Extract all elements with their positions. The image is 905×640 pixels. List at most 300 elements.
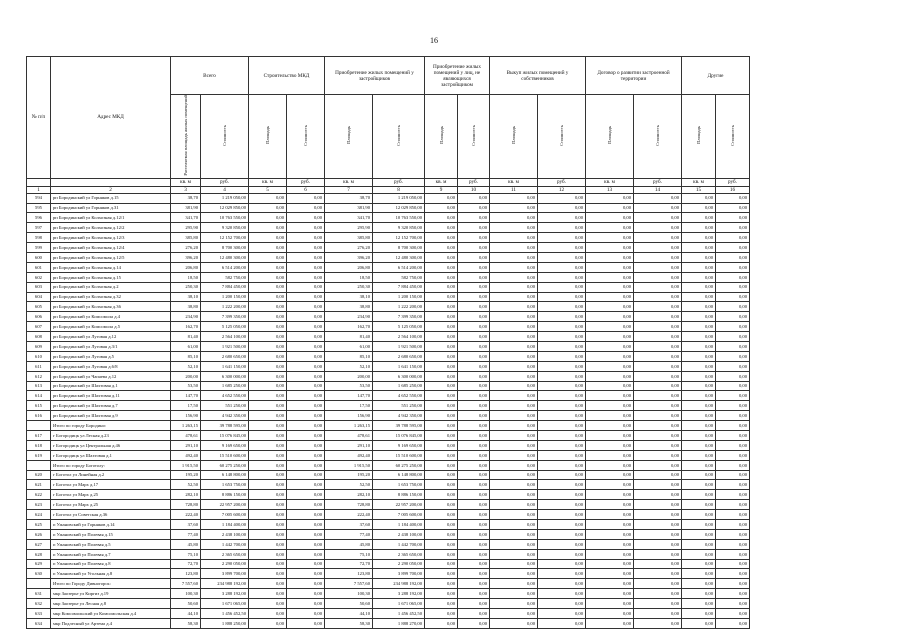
table-row (27, 490, 750, 500)
purchase-dev-cost-cell: 7 884 450,00 (373, 282, 425, 292)
row-number: 624 (27, 510, 51, 520)
subheader-cost: Стоимость (201, 95, 249, 179)
construction-cost-cell: 0,00 (287, 252, 325, 262)
zero-value-cell: 0,00 (716, 529, 750, 539)
zero-value-cell: 0,00 (682, 252, 716, 262)
zero-value-cell: 0,00 (458, 322, 490, 332)
table-row (27, 480, 750, 490)
zero-value-cell: 0,00 (634, 322, 682, 332)
purchase-dev-cost-cell: 5 125 050,00 (373, 322, 425, 332)
zero-value-cell: 0,00 (682, 539, 716, 549)
subtotal-row (27, 460, 750, 470)
zero-value-cell: 0,00 (425, 529, 458, 539)
zero-value-cell: 0,00 (586, 302, 634, 312)
zero-value-cell: 0,00 (458, 411, 490, 421)
column-number: 5 (249, 186, 287, 193)
total-cost-cell: 8 700 300,00 (201, 243, 249, 253)
zero-value-cell: 0,00 (425, 223, 458, 233)
zero-value-cell: 0,00 (634, 510, 682, 520)
total-cost-cell: 2 564 100,00 (201, 332, 249, 342)
zero-value-cell: 0,00 (586, 322, 634, 332)
purchase-dev-cost-cell: 1 456 452,50 (373, 609, 425, 619)
construction-cost-cell: 0,00 (287, 470, 325, 480)
zero-value-cell: 0,00 (586, 520, 634, 530)
zero-value-cell: 0,00 (634, 411, 682, 421)
purchase-dev-area-cell: 17,50 (325, 401, 373, 411)
table-body (27, 193, 750, 628)
address-cell: рп Бородинский ул Комсомола д.5 (51, 322, 171, 332)
row-number: 621 (27, 480, 51, 490)
zero-value-cell: 0,00 (634, 431, 682, 441)
construction-area-cell: 0,00 (249, 252, 287, 262)
zero-value-cell: 0,00 (634, 252, 682, 262)
zero-value-cell: 0,00 (586, 361, 634, 371)
zero-value-cell: 0,00 (458, 510, 490, 520)
zero-value-cell: 0,00 (716, 569, 750, 579)
zero-value-cell: 0,00 (682, 520, 716, 530)
address-cell: рп Бородинский ул Горняков д.31 (51, 203, 171, 213)
purchase-dev-area-cell: 1 263,15 (325, 421, 373, 431)
purchase-dev-cost-cell: 1 184 400,00 (373, 520, 425, 530)
zero-value-cell: 0,00 (586, 460, 634, 470)
zero-value-cell: 0,00 (586, 440, 634, 450)
zero-value-cell: 0,00 (586, 569, 634, 579)
zero-value-cell: 0,00 (586, 213, 634, 223)
zero-value-cell: 0,00 (682, 272, 716, 282)
construction-cost-cell: 0,00 (287, 302, 325, 312)
column-number: 2 (51, 186, 171, 193)
zero-value-cell: 0,00 (490, 381, 538, 391)
construction-cost-cell: 0,00 (287, 361, 325, 371)
subheader-cost: Стоимость (538, 95, 586, 179)
zero-value-cell: 0,00 (682, 559, 716, 569)
purchase-dev-cost-cell: 1 653 750,00 (373, 480, 425, 490)
zero-value-cell: 0,00 (716, 401, 750, 411)
zero-value-cell: 0,00 (716, 262, 750, 272)
address-cell: г Боготол ул Советская д.36 (51, 510, 171, 520)
total-area-cell: 385,80 (171, 233, 201, 243)
purchase-dev-area-cell: 282,10 (325, 490, 373, 500)
header-construction: Строительство МКД (249, 57, 325, 95)
total-cost-cell: 6 514 200,00 (201, 262, 249, 272)
construction-area-cell: 0,00 (249, 282, 287, 292)
zero-value-cell: 0,00 (716, 510, 750, 520)
zero-value-cell: 0,00 (716, 213, 750, 223)
zero-value-cell: 0,00 (538, 411, 586, 421)
zero-value-cell: 0,00 (586, 579, 634, 589)
total-cost-cell: 2 438 100,00 (201, 529, 249, 539)
zero-value-cell: 0,00 (490, 609, 538, 619)
column-number: 7 (325, 186, 373, 193)
zero-value-cell: 0,00 (634, 361, 682, 371)
row-number: 611 (27, 361, 51, 371)
zero-value-cell: 0,00 (586, 480, 634, 490)
zero-value-cell: 0,00 (458, 381, 490, 391)
purchase-dev-cost-cell: 1 888 270,00 (373, 618, 425, 628)
zero-value-cell: 0,00 (458, 252, 490, 262)
zero-value-cell: 0,00 (490, 559, 538, 569)
row-number: 625 (27, 520, 51, 530)
construction-cost-cell: 0,00 (287, 233, 325, 243)
purchase-dev-area-cell: 77,40 (325, 529, 373, 539)
address-cell: г Боготол ул Линейная д.2 (51, 470, 171, 480)
address-cell: п Ужановский ул Полевая д.8 (51, 559, 171, 569)
total-cost-cell: 3 288 192,00 (201, 589, 249, 599)
construction-area-cell: 0,00 (249, 579, 287, 589)
address-cell: Итого по Городу Дивногорск: (51, 579, 171, 589)
total-cost-cell: 1 219 050,00 (201, 193, 249, 203)
purchase-dev-cost-cell: 8 886 150,00 (373, 490, 425, 500)
purchase-dev-cost-cell: 1 200 150,00 (373, 292, 425, 302)
construction-area-cell: 0,00 (249, 371, 287, 381)
address-cell: г Богородицк ул Центральная д.46 (51, 440, 171, 450)
construction-cost-cell: 0,00 (287, 520, 325, 530)
purchase-dev-cost-cell: 7 399 350,00 (373, 312, 425, 322)
zero-value-cell: 0,00 (538, 450, 586, 460)
construction-area-cell: 0,00 (249, 539, 287, 549)
purchase-dev-cost-cell: 9 169 650,00 (373, 440, 425, 450)
zero-value-cell: 0,00 (425, 421, 458, 431)
zero-value-cell: 0,00 (425, 361, 458, 371)
zero-value-cell: 0,00 (682, 213, 716, 223)
zero-value-cell: 0,00 (458, 589, 490, 599)
zero-value-cell: 0,00 (458, 391, 490, 401)
zero-value-cell: 0,00 (682, 579, 716, 589)
construction-cost-cell: 0,00 (287, 193, 325, 203)
column-number: 6 (287, 186, 325, 193)
zero-value-cell: 0,00 (458, 272, 490, 282)
zero-value-cell: 0,00 (490, 440, 538, 450)
zero-value-cell: 0,00 (458, 361, 490, 371)
zero-value-cell: 0,00 (425, 262, 458, 272)
construction-area-cell: 0,00 (249, 322, 287, 332)
construction-area-cell: 0,00 (249, 421, 287, 431)
construction-area-cell: 0,00 (249, 411, 287, 421)
zero-value-cell: 0,00 (682, 470, 716, 480)
zero-value-cell: 0,00 (458, 490, 490, 500)
zero-value-cell: 0,00 (458, 520, 490, 530)
zero-value-cell: 0,00 (425, 391, 458, 401)
construction-cost-cell: 0,00 (287, 440, 325, 450)
construction-cost-cell: 0,00 (287, 401, 325, 411)
purchase-dev-cost-cell: 1 685 250,00 (373, 381, 425, 391)
zero-value-cell: 0,00 (682, 500, 716, 510)
purchase-dev-cost-cell: 1 222 200,00 (373, 302, 425, 312)
address-cell: мкр Подлесный ул Артема д.4 (51, 618, 171, 628)
construction-area-cell: 0,00 (249, 559, 287, 569)
zero-value-cell: 0,00 (682, 262, 716, 272)
total-cost-cell: 234 988 192,00 (201, 579, 249, 589)
row-number: 620 (27, 470, 51, 480)
total-area-cell: 58,30 (171, 618, 201, 628)
unit-area: кв. м (425, 178, 458, 186)
construction-area-cell: 0,00 (249, 302, 287, 312)
total-area-cell: 72,70 (171, 559, 201, 569)
address-cell: п Ужановский ул Горняков д.14 (51, 520, 171, 530)
zero-value-cell: 0,00 (634, 371, 682, 381)
purchase-dev-area-cell: 50,60 (325, 599, 373, 609)
address-cell: рп Бородинский ул Горняков д.15 (51, 193, 171, 203)
address-cell: рп Бородинский ул Колхозная д.15 (51, 272, 171, 282)
zero-value-cell: 0,00 (586, 371, 634, 381)
table-row (27, 381, 750, 391)
zero-value-cell: 0,00 (716, 332, 750, 342)
zero-value-cell: 0,00 (538, 589, 586, 599)
zero-value-cell: 0,00 (458, 292, 490, 302)
zero-value-cell: 0,00 (586, 193, 634, 203)
purchase-dev-area-cell: 162,70 (325, 322, 373, 332)
purchase-dev-area-cell: 81,40 (325, 332, 373, 342)
purchase-dev-cost-cell: 6 300 000,00 (373, 371, 425, 381)
table-row (27, 559, 750, 569)
zero-value-cell: 0,00 (458, 312, 490, 322)
construction-cost-cell: 0,00 (287, 559, 325, 569)
address-cell: рп Бородинский ул Колхозная д.12/5 (51, 252, 171, 262)
unit-rub: руб. (538, 178, 586, 186)
table-row (27, 302, 750, 312)
zero-value-cell: 0,00 (458, 539, 490, 549)
zero-value-cell: 0,00 (538, 470, 586, 480)
zero-value-cell: 0,00 (458, 559, 490, 569)
zero-value-cell: 0,00 (586, 529, 634, 539)
zero-value-cell: 0,00 (538, 302, 586, 312)
zero-value-cell: 0,00 (490, 599, 538, 609)
zero-value-cell: 0,00 (490, 361, 538, 371)
zero-value-cell: 0,00 (458, 203, 490, 213)
column-number: 10 (458, 186, 490, 193)
total-area-cell: 52,50 (171, 480, 201, 490)
address-cell: п Ужановский ул Полевая д.5 (51, 539, 171, 549)
construction-area-cell: 0,00 (249, 589, 287, 599)
zero-value-cell: 0,00 (716, 480, 750, 490)
construction-cost-cell: 0,00 (287, 411, 325, 421)
zero-value-cell: 0,00 (458, 500, 490, 510)
zero-value-cell: 0,00 (458, 460, 490, 470)
row-number: 633 (27, 609, 51, 619)
table-row (27, 609, 750, 619)
zero-value-cell: 0,00 (682, 223, 716, 233)
subheader-cost: Стоимость (634, 95, 682, 179)
total-area-cell: 18,50 (171, 272, 201, 282)
zero-value-cell: 0,00 (586, 500, 634, 510)
zero-value-cell: 0,00 (458, 213, 490, 223)
zero-value-cell: 0,00 (425, 431, 458, 441)
zero-value-cell: 0,00 (586, 262, 634, 272)
construction-area-cell: 0,00 (249, 341, 287, 351)
column-number: 1 (27, 186, 51, 193)
zero-value-cell: 0,00 (538, 361, 586, 371)
purchase-dev-area-cell: 276,20 (325, 243, 373, 253)
zero-value-cell: 0,00 (682, 203, 716, 213)
total-area-cell: 147,70 (171, 391, 201, 401)
table-row (27, 203, 750, 213)
purchase-dev-cost-cell: 2 438 100,00 (373, 529, 425, 539)
zero-value-cell: 0,00 (538, 282, 586, 292)
zero-value-cell: 0,00 (634, 559, 682, 569)
purchase-dev-area-cell: 61,00 (325, 341, 373, 351)
unit-rub: руб. (373, 178, 425, 186)
zero-value-cell: 0,00 (425, 618, 458, 628)
header-purchase-owners: Выкуп жилых помещений у собственников (490, 57, 586, 95)
zero-value-cell: 0,00 (538, 421, 586, 431)
address-cell: г Боготол ул Марх д.25 (51, 490, 171, 500)
zero-value-cell: 0,00 (490, 431, 538, 441)
total-cost-cell: 2 365 650,00 (201, 549, 249, 559)
total-area-cell: 396,20 (171, 252, 201, 262)
unit-area: кв. м (682, 178, 716, 186)
total-cost-cell: 1 671 065,00 (201, 599, 249, 609)
purchase-dev-cost-cell: 1 641 150,00 (373, 361, 425, 371)
construction-area-cell: 0,00 (249, 480, 287, 490)
zero-value-cell: 0,00 (425, 302, 458, 312)
zero-value-cell: 0,00 (634, 421, 682, 431)
construction-cost-cell: 0,00 (287, 243, 325, 253)
zero-value-cell: 0,00 (586, 381, 634, 391)
total-area-cell: 1 263,15 (171, 421, 201, 431)
purchase-dev-cost-cell: 1 671 065,00 (373, 599, 425, 609)
zero-value-cell: 0,00 (538, 272, 586, 282)
zero-value-cell: 0,00 (716, 341, 750, 351)
zero-value-cell: 0,00 (586, 203, 634, 213)
zero-value-cell: 0,00 (634, 450, 682, 460)
zero-value-cell: 0,00 (425, 510, 458, 520)
zero-value-cell: 0,00 (538, 431, 586, 441)
purchase-dev-cost-cell: 234 988 192,00 (373, 579, 425, 589)
zero-value-cell: 0,00 (716, 252, 750, 262)
total-cost-cell: 39 788 595,00 (201, 421, 249, 431)
purchase-dev-area-cell: 123,80 (325, 569, 373, 579)
zero-value-cell: 0,00 (634, 549, 682, 559)
purchase-dev-cost-cell: 12 029 850,00 (373, 203, 425, 213)
row-number: 613 (27, 381, 51, 391)
total-area-cell: 728,80 (171, 500, 201, 510)
zero-value-cell: 0,00 (490, 252, 538, 262)
zero-value-cell: 0,00 (490, 490, 538, 500)
purchase-dev-cost-cell: 4 652 550,00 (373, 391, 425, 401)
address-cell: п Ужановский ул Угольная д.8 (51, 569, 171, 579)
total-area-cell: 222,40 (171, 510, 201, 520)
zero-value-cell: 0,00 (716, 490, 750, 500)
zero-value-cell: 0,00 (682, 480, 716, 490)
zero-value-cell: 0,00 (682, 381, 716, 391)
zero-value-cell: 0,00 (716, 431, 750, 441)
zero-value-cell: 0,00 (682, 618, 716, 628)
zero-value-cell: 0,00 (490, 312, 538, 322)
purchase-dev-area-cell: 52,50 (325, 480, 373, 490)
construction-area-cell: 0,00 (249, 351, 287, 361)
construction-area-cell: 0,00 (249, 470, 287, 480)
table-row (27, 569, 750, 579)
zero-value-cell: 0,00 (538, 480, 586, 490)
zero-value-cell: 0,00 (716, 312, 750, 322)
total-cost-cell: 5 125 050,00 (201, 322, 249, 332)
purchase-dev-area-cell: 85,10 (325, 351, 373, 361)
purchase-dev-area-cell: 341,70 (325, 213, 373, 223)
row-number: 603 (27, 282, 51, 292)
construction-cost-cell: 0,00 (287, 391, 325, 401)
table-row (27, 252, 750, 262)
zero-value-cell: 0,00 (458, 332, 490, 342)
zero-value-cell: 0,00 (490, 292, 538, 302)
zero-value-cell: 0,00 (716, 381, 750, 391)
table-row (27, 213, 750, 223)
zero-value-cell: 0,00 (538, 203, 586, 213)
purchase-dev-cost-cell: 10 763 550,00 (373, 213, 425, 223)
total-area-cell: 295,90 (171, 223, 201, 233)
total-cost-cell: 12 152 700,00 (201, 233, 249, 243)
address-cell: Итого по городу Бородино: (51, 421, 171, 431)
zero-value-cell: 0,00 (490, 480, 538, 490)
total-area-cell: 100,30 (171, 589, 201, 599)
zero-value-cell: 0,00 (538, 520, 586, 530)
purchase-dev-area-cell: 156,90 (325, 411, 373, 421)
zero-value-cell: 0,00 (490, 569, 538, 579)
zero-value-cell: 0,00 (458, 618, 490, 628)
zero-value-cell: 0,00 (490, 450, 538, 460)
subheader-area: Площадь (682, 95, 716, 179)
zero-value-cell: 0,00 (682, 569, 716, 579)
zero-value-cell: 0,00 (716, 411, 750, 421)
zero-value-cell: 0,00 (716, 272, 750, 282)
zero-value-cell: 0,00 (716, 589, 750, 599)
purchase-dev-area-cell: 195,20 (325, 470, 373, 480)
zero-value-cell: 0,00 (425, 569, 458, 579)
zero-value-cell: 0,00 (425, 401, 458, 411)
address-cell: мкр Комсомольский ул Комсомольская д.4 (51, 609, 171, 619)
zero-value-cell: 0,00 (682, 431, 716, 441)
construction-cost-cell: 0,00 (287, 599, 325, 609)
zero-value-cell: 0,00 (425, 351, 458, 361)
row-number: 607 (27, 322, 51, 332)
column-number: 12 (538, 186, 586, 193)
purchase-dev-cost-cell: 3 288 192,00 (373, 589, 425, 599)
zero-value-cell: 0,00 (634, 243, 682, 253)
zero-value-cell: 0,00 (425, 440, 458, 450)
row-number: 608 (27, 332, 51, 342)
zero-value-cell: 0,00 (682, 193, 716, 203)
total-area-cell: 77,40 (171, 529, 201, 539)
zero-value-cell: 0,00 (538, 609, 586, 619)
row-number: 594 (27, 193, 51, 203)
total-cost-cell: 4 652 550,00 (201, 391, 249, 401)
construction-area-cell: 0,00 (249, 292, 287, 302)
zero-value-cell: 0,00 (716, 371, 750, 381)
table-row (27, 618, 750, 628)
total-area-cell: 276,20 (171, 243, 201, 253)
zero-value-cell: 0,00 (458, 371, 490, 381)
purchase-dev-area-cell: 75,10 (325, 549, 373, 559)
purchase-dev-area-cell: 44,10 (325, 609, 373, 619)
zero-value-cell: 0,00 (716, 440, 750, 450)
zero-value-cell: 0,00 (634, 391, 682, 401)
zero-value-cell: 0,00 (458, 341, 490, 351)
total-cost-cell: 6 148 800,00 (201, 470, 249, 480)
zero-value-cell: 0,00 (682, 351, 716, 361)
zero-value-cell: 0,00 (458, 193, 490, 203)
address-cell: рп Бородинский ул Чапаева д.12 (51, 371, 171, 381)
zero-value-cell: 0,00 (586, 252, 634, 262)
zero-value-cell: 0,00 (425, 599, 458, 609)
purchase-dev-area-cell: 478,61 (325, 431, 373, 441)
zero-value-cell: 0,00 (586, 559, 634, 569)
table-row (27, 322, 750, 332)
zero-value-cell: 0,00 (682, 440, 716, 450)
zero-value-cell: 0,00 (490, 282, 538, 292)
total-cost-cell: 1 641 150,00 (201, 361, 249, 371)
zero-value-cell: 0,00 (490, 351, 538, 361)
total-cost-cell: 7 884 450,00 (201, 282, 249, 292)
purchase-dev-area-cell: 7 557,60 (325, 579, 373, 589)
